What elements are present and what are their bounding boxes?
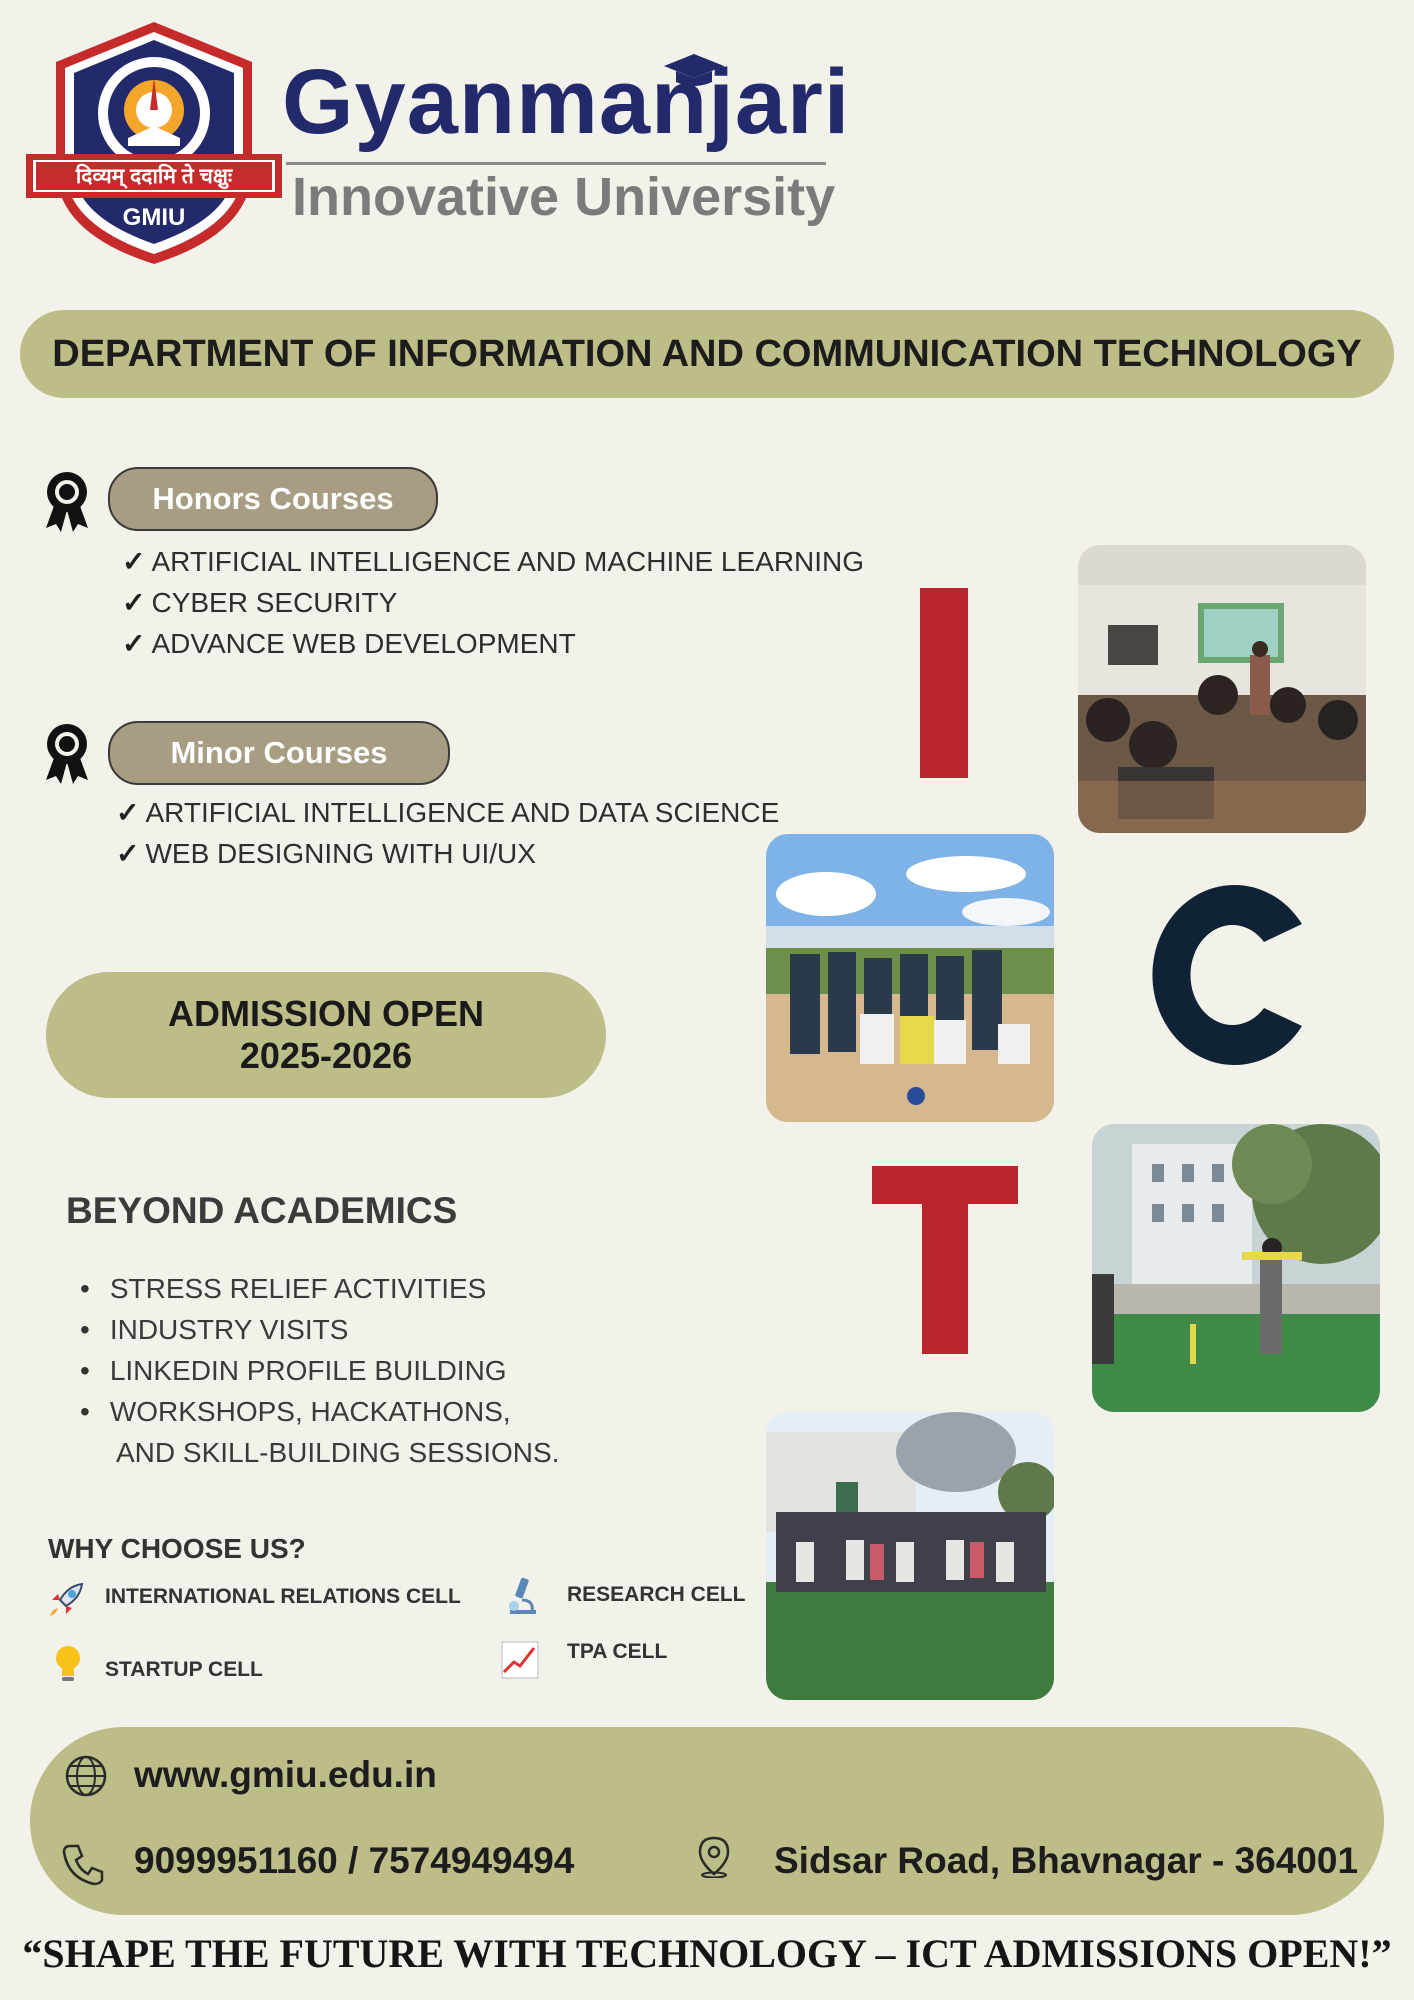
letter-c-graphic [1142,878,1310,1072]
list-item-continuation: AND SKILL-BUILDING SESSIONS. [116,1437,560,1468]
globe-icon [64,1754,108,1798]
why-item-international-relations: INTERNATIONAL RELATIONS CELL [105,1585,461,1608]
beyond-academics-list [80,1268,559,1473]
admission-banner [46,972,606,1098]
check-icon: ✓ [122,587,146,618]
honors-course-list [122,541,864,664]
list-item: ✓ ADVANCE WEB DEVELOPMENT [122,628,576,659]
group-photo [766,1412,1054,1700]
chart-icon [498,1638,542,1682]
department-title: DEPARTMENT OF INFORMATION AND COMMUNICATION TECHNOLOGY [52,332,1362,375]
check-icon: ✓ [116,797,140,828]
award-ribbon-icon [42,470,92,534]
why-choose-us-title: WHY CHOOSE US? [48,1533,306,1564]
check-icon: ✓ [122,628,146,659]
classroom-photo [1078,545,1366,833]
list-item: • WORKSHOPS, HACKATHONS, [80,1391,559,1432]
phone-numbers[interactable]: 9099951160 / 7574949494 [134,1840,575,1881]
letter-i-graphic [920,588,968,778]
list-item: • STRESS RELIEF ACTIVITIES [80,1268,559,1309]
list-item: ✓ CYBER SECURITY [122,587,398,618]
check-icon: ✓ [122,546,146,577]
why-item-tpa-cell: TPA CELL [567,1640,668,1663]
cricket-photo [1092,1124,1380,1412]
honors-courses-label: Honors Courses [108,467,438,531]
beyond-academics-title: BEYOND ACADEMICS [66,1190,458,1231]
logo-abbreviation: GMIU [122,204,186,231]
brand-subtitle: Innovative University [292,167,836,227]
microscope-icon [500,1574,544,1618]
brand-name: Gyanmanjari [282,51,851,153]
list-item: ✓ ARTIFICIAL INTELLIGENCE AND MACHINE LEARNING [122,546,865,577]
list-item: • LINKEDIN PROFILE BUILDING [80,1350,559,1391]
location-pin-icon [692,1834,736,1878]
why-item-startup-cell: STARTUP CELL [105,1658,263,1681]
logo-motto: दिव्यम् ददामि ते चक्षुः [75,165,233,188]
admission-title: ADMISSION OPEN [167,993,485,1034]
list-item: ✓ ARTIFICIAL INTELLIGENCE AND DATA SCIENCE [116,797,780,828]
minor-courses-label: Minor Courses [108,721,450,785]
why-item-research-cell: RESEARCH CELL [567,1583,746,1606]
award-ribbon-icon [42,722,92,786]
minor-course-list [116,792,779,874]
address: Sidsar Road, Bhavnagar - 364001 [774,1840,1359,1881]
phone-icon [62,1842,106,1886]
university-logo [24,18,284,268]
list-item: ✓ WEB DESIGNING WITH UI/UX [116,838,536,869]
website-link[interactable]: www.gmiu.edu.in [134,1754,437,1795]
brand-divider [286,162,826,165]
volleyball-team-photo [766,834,1054,1122]
list-item: • INDUSTRY VISITS [80,1309,559,1350]
rocket-icon [44,1578,88,1622]
admission-year: 2025-2026 [239,1035,413,1076]
letter-t-graphic [872,1166,1018,1354]
check-icon: ✓ [116,838,140,869]
department-banner [20,310,1394,398]
lightbulb-icon [46,1642,90,1686]
tagline: “SHAPE THE FUTURE WITH TECHNOLOGY – ICT ADMISSIONS OPEN!” [22,1931,1392,1976]
